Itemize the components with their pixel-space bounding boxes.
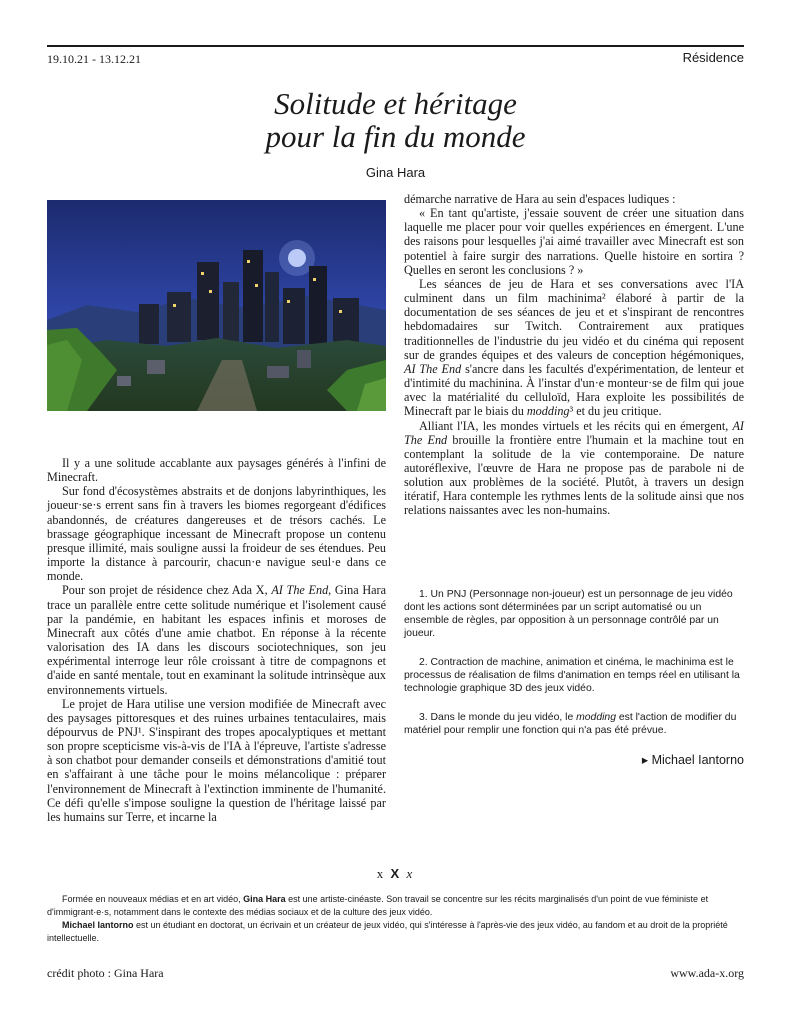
text-run: ³ et du jeu critique. — [569, 404, 662, 419]
text-run: 3. Dans le monde du jeu vidéo, le — [419, 712, 577, 723]
bio-michael-iantorno — [47, 919, 744, 945]
article-title — [0, 87, 791, 153]
logo-glyph-3: x — [406, 866, 415, 881]
work-title: AI The End — [271, 583, 329, 598]
text-run: Les séances de jeu de Hara et ses conversations avec l'IA culminent dans un film machinima² élaboré à partir de la documentation de ses séances de jeu et et s'inspirant de rencontres hebdomadaires sur Twitch. Contrairement aux pratiques traditionnelles de l'industrie du jeu vidéo et du cinéma qui reposent sur de grandes équipes et des valeurs de conception hégémoniques, — [404, 276, 744, 362]
bio-gina-hara — [47, 893, 744, 919]
photo-credit: crédit photo : Gina Hara — [47, 966, 164, 980]
bio-name: Michael Iantorno — [62, 920, 134, 930]
footnote-2: 2. Contraction de machine, animation et cinéma, le machinima est le processus de réalisation de films d'animation en temps réel en utilisant la technologie graphique 3D des jeux vidéo. — [404, 657, 740, 694]
text-run: Formée en nouveaux médias et en art vidéo, — [62, 894, 244, 904]
text-run: est une artiste-cinéaste. Son travail se concentre sur les récits marginalisés d'un point de vue féministe et d'immigrant·e·s, notamment dans le contexte des médias sociaux et de la culture des jeux vidéo. — [47, 894, 709, 917]
text-run: Alliant l'IA, les mondes virtuels et les récits qui en émergent, — [419, 418, 733, 433]
text-run: brouille la frontière entre l'humain et la machine tout en contemplant la solitude de la vie contemporaine. De nature autoréflexive, l'œuvre de Hara ne propose pas de parabole ni de solution aux problèmes de la société. Plutôt, à travers un design itératif, Hara contemple les rythmes lents de la solitude ainsi que nos relations naissantes avec les non-humains. — [404, 432, 744, 518]
article-author: Gina Hara — [365, 165, 426, 180]
footnotes — [404, 588, 744, 753]
section-label: Résidence — [682, 50, 744, 65]
footnote-3 — [404, 711, 744, 737]
text-run: , Gina Hara trace un parallèle entre cette solitude numérique et l'isolement causé par la pandémie, en habitant les espaces infinis et moroses de Minecraft aux côtés d'une amie chatbot. En réponse à la récente valorisation des IA dans les discours sociotechniques, son jeu expérimental interroge leur rôle croissant à titre de compagnons et d'aide en santé mentale, tout en examinant la solitude intrinsèque aux environnements virtuels. — [47, 583, 386, 697]
exhibition-dates: 19.10.21 - 13.12.21 — [47, 52, 141, 66]
logo-glyph-2: X — [390, 866, 402, 881]
title-line-1: Solitude et héritage — [274, 86, 517, 121]
text-run: est un étudiant en doctorat, un écrivain et un créateur de jeux vidéo, qui s'intéresse à l'après-vie des jeux vidéo, au fandom et au droit de la propriété intellectuelle. — [47, 920, 728, 943]
work-title: AI The End — [404, 361, 462, 376]
bio-name: Gina Hara — [243, 894, 286, 904]
title-line-2: pour la fin du monde — [265, 119, 526, 154]
text-run: s'ancre dans les facultés d'expérimentation, de lenteur et d'intimité du machinina. À l'instar d'un·e monteur·se de film qui joue avec la matérialité du celluloïd, Hara exploite les possibilités de Minecraft par le biais du — [404, 361, 744, 419]
text-run: Pour son projet de résidence chez Ada X, — [62, 583, 272, 598]
paragraph: démarche narrative de Hara au sein d'espaces ludiques : — [404, 192, 676, 206]
quote-paragraph: « En tant qu'artiste, j'essaie souvent de créer une situation dans laquelle me placer pour voir quelles expériences en émergent. L'une des raisons pour lesquelles j'ai aimé travailler avec Minecraft est son potentiel à faire surgir des narrations. Quelle histoire en sortira ? Quelles en seront les conclusions ? » — [404, 206, 744, 277]
term: modding — [576, 712, 616, 723]
article-signature: ▸ Michael Iantorno — [641, 753, 744, 767]
paragraph: Le projet de Hara utilise une version modifiée de Minecraft avec des paysages pittoresques et des ruines urbaines tentaculaires, mais dépourvus de PNJ¹. S'inspirant des tropes apocalyptiques et mettant son propre scepticisme vis-à-vis de l'IA à l'épreuve, l'artiste s'adresse à son chatbot pour demander conseils et démonstrations d'amitié tout en s'affairant à une tâche pour le moins mélancolique : préparer l'environnement de Minecraft à l'extinction imminente de l'humanité. Ce défi qu'elle s'impose souligne la question de l'héritage laissé par les humains sur Terre, et incarne la — [47, 696, 386, 824]
ada-x-logo — [0, 866, 791, 882]
paragraph — [404, 277, 744, 419]
paragraph: Il y a une solitude accablante aux paysages générés à l'infini de Minecraft. — [47, 456, 386, 485]
term: modding — [526, 404, 570, 419]
header-rule — [47, 45, 744, 47]
article-column-right — [404, 192, 744, 518]
paragraph: Sur fond d'écosystèmes abstraits et de donjons labyrinthiques, les joueur·se·s errent sans fin à travers les biomes regorgeant d'édifices abandonnés, de créatures dangereuses et de trésors cachés. Le brassage géographique incessant de Minecraft propose un contenu presque illimité, mais souligne aussi la froideur de ses étendues. Peu importe la distance à parcourir, chacun·e navigue seul·e dans ce monde. — [47, 484, 386, 584]
website-link[interactable]: www.ada-x.org — [670, 966, 744, 980]
author-bios — [47, 893, 744, 945]
paragraph — [47, 583, 386, 696]
logo-glyph-1: x — [376, 866, 386, 881]
minecraft-night-cityscape-photo — [47, 200, 386, 411]
text-run: est l'action de modifier du matériel pour remplir une fonction qui n'a pas été prévue. — [404, 712, 737, 736]
work-title: AI The End — [404, 418, 744, 447]
article-column-left — [47, 456, 386, 824]
paragraph — [404, 419, 744, 518]
footnote-1: 1. Un PNJ (Personnage non-joueur) est un personnage de jeu vidéo dont les actions sont déterminées par un script automatisé ou un ensemble de règles, par opposition à un personnage contrôlé par un joueur. — [404, 589, 733, 639]
